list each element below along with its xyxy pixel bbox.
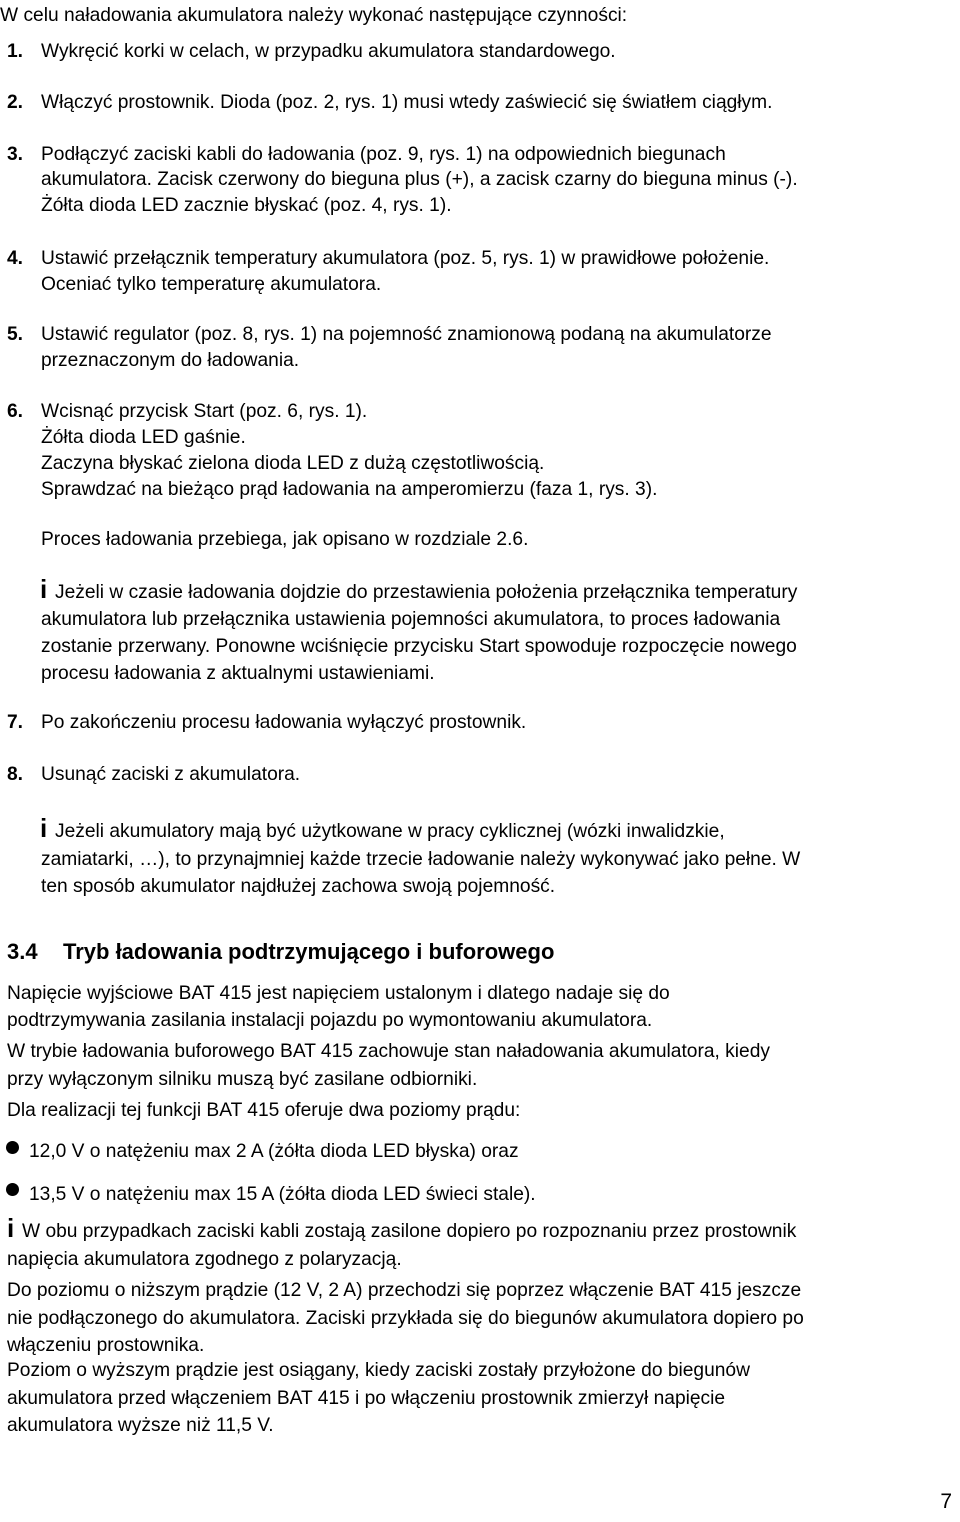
info-text: akumulatora lub przełącznika ustawienia pojemności akumulatora, to proces ładowania xyxy=(41,609,781,630)
step-text: Po zakończeniu procesu ładowania wyłączyć prostownik. xyxy=(41,712,527,733)
step-number: 3. xyxy=(7,144,24,165)
step-text: Ustawić przełącznik temperatury akumulatora (poz. 5, rys. 1) w prawidłowe położenie. xyxy=(41,248,770,269)
paragraph-text: podtrzymywania zasilania instalacji pojazdu po wymontowaniu akumulatora. xyxy=(7,1010,653,1031)
info-text: ten sposób akumulator najdłużej zachowa swoją pojemność. xyxy=(41,876,556,897)
paragraph-text: przy wyłączonym silniku muszą być zasilane odbiorniki. xyxy=(7,1069,478,1090)
paragraph-text: nie podłączonego do akumulatora. Zaciski przykłada się do biegunów akumulatora dopiero po xyxy=(7,1308,804,1329)
info-text: zostanie przerwany. Ponowne wciśnięcie przycisku Start spowoduje rozpoczęcie nowego xyxy=(41,636,797,657)
paragraph-text: włączeniu prostownika. xyxy=(7,1335,205,1356)
section-number: 3.4 xyxy=(7,939,38,964)
step-text: Żółta dioda LED gaśnie. xyxy=(41,427,246,448)
bullet-text: 13,5 V o natężeniu max 15 A (żółta dioda LED świeci stale). xyxy=(29,1184,536,1205)
step-text: Wcisnąć przycisk Start (poz. 6, rys. 1). xyxy=(41,401,368,422)
info-text: zamiatarki, …), to przynajmniej każde trzecie ładowanie należy wykonywać jako pełne. W xyxy=(41,849,801,870)
info-icon: i xyxy=(7,1213,15,1243)
paragraph-text: W trybie ładowania buforowego BAT 415 zachowuje stan naładowania akumulatora, kiedy xyxy=(7,1041,770,1062)
info-text: Jeżeli akumulatory mają być użytkowane w pracy cyklicznej (wózki inwalidzkie, xyxy=(55,821,725,842)
paragraph-text: Do poziomu o niższym prądzie (12 V, 2 A) przechodzi się poprzez włączenie BAT 415 jeszcze xyxy=(7,1280,802,1301)
info-text: W obu przypadkach zaciski kabli zostają zasilone dopiero po rozpoznaniu przez prostownik xyxy=(22,1221,797,1242)
step-text: Żółta dioda LED zacznie błyskać (poz. 4, rys. 1). xyxy=(41,195,452,216)
bullet-text: 12,0 V o natężeniu max 2 A (żółta dioda LED błyska) oraz xyxy=(29,1141,519,1162)
step-number: 1. xyxy=(7,41,24,62)
page-number: 7 xyxy=(940,1490,952,1513)
step-text: Wykręcić korki w celach, w przypadku akumulatora standardowego. xyxy=(41,41,616,62)
step-text: Włączyć prostownik. Dioda (poz. 2, rys. 1) musi wtedy zaświecić się światłem ciągłym. xyxy=(41,92,773,113)
step-text: Ustawić regulator (poz. 8, rys. 1) na pojemność znamionową podaną na akumulatorze xyxy=(41,324,772,345)
paragraph-text: akumulatora przed włączeniem BAT 415 i po włączeniu prostownik zmierzył napięcie xyxy=(7,1388,726,1409)
info-text: Jeżeli w czasie ładowania dojdzie do przestawienia położenia przełącznika temperatury xyxy=(55,582,798,603)
step-number: 2. xyxy=(7,92,24,113)
step-number: 4. xyxy=(7,248,24,269)
step-text: Sprawdzać na bieżąco prąd ładowania na amperomierzu (faza 1, rys. 3). xyxy=(41,479,658,500)
step-text: przeznaczonym do ładowania. xyxy=(41,350,300,371)
process-note: Proces ładowania przebiega, jak opisano w rozdziale 2.6. xyxy=(41,529,529,550)
info-text: procesu ładowania z aktualnymi ustawieniami. xyxy=(41,663,435,684)
paragraph-text: Napięcie wyjściowe BAT 415 jest napięciem ustalonym i dlatego nadaje się do xyxy=(7,983,670,1004)
step-number: 7. xyxy=(7,712,24,733)
paragraph-text: Poziom o wyższym prądzie jest osiągany, kiedy zaciski zostały przyłożone do biegunów xyxy=(7,1360,750,1381)
bullet-dot xyxy=(6,1141,19,1154)
step-text: Zaczyna błyskać zielona dioda LED z dużą częstotliwością. xyxy=(41,453,545,474)
step-number: 5. xyxy=(7,324,24,345)
info-text: napięcia akumulatora zgodnego z polaryzacją. xyxy=(7,1249,402,1270)
step-text: Podłączyć zaciski kabli do ładowania (poz. 9, rys. 1) na odpowiednich biegunach xyxy=(41,144,726,165)
step-text: akumulatora. Zacisk czerwony do bieguna plus (+), a zacisk czarny do bieguna minus (-). xyxy=(41,169,798,190)
step-number: 8. xyxy=(7,764,24,785)
info-icon: i xyxy=(40,813,48,843)
paragraph-text: Dla realizacji tej funkcji BAT 415 oferuje dwa poziomy prądu: xyxy=(7,1100,521,1121)
step-text: Usunąć zaciski z akumulatora. xyxy=(41,764,301,785)
paragraph-text: akumulatora wyższe niż 11,5 V. xyxy=(7,1415,274,1436)
section-title: Tryb ładowania podtrzymującego i buforowego xyxy=(63,939,555,964)
step-text: Oceniać tylko temperaturę akumulatora. xyxy=(41,274,382,295)
step-number: 6. xyxy=(7,401,24,422)
bullet-dot xyxy=(6,1183,19,1196)
info-icon: i xyxy=(40,574,48,604)
intro-text: W celu naładowania akumulatora należy wykonać następujące czynności: xyxy=(0,5,628,26)
